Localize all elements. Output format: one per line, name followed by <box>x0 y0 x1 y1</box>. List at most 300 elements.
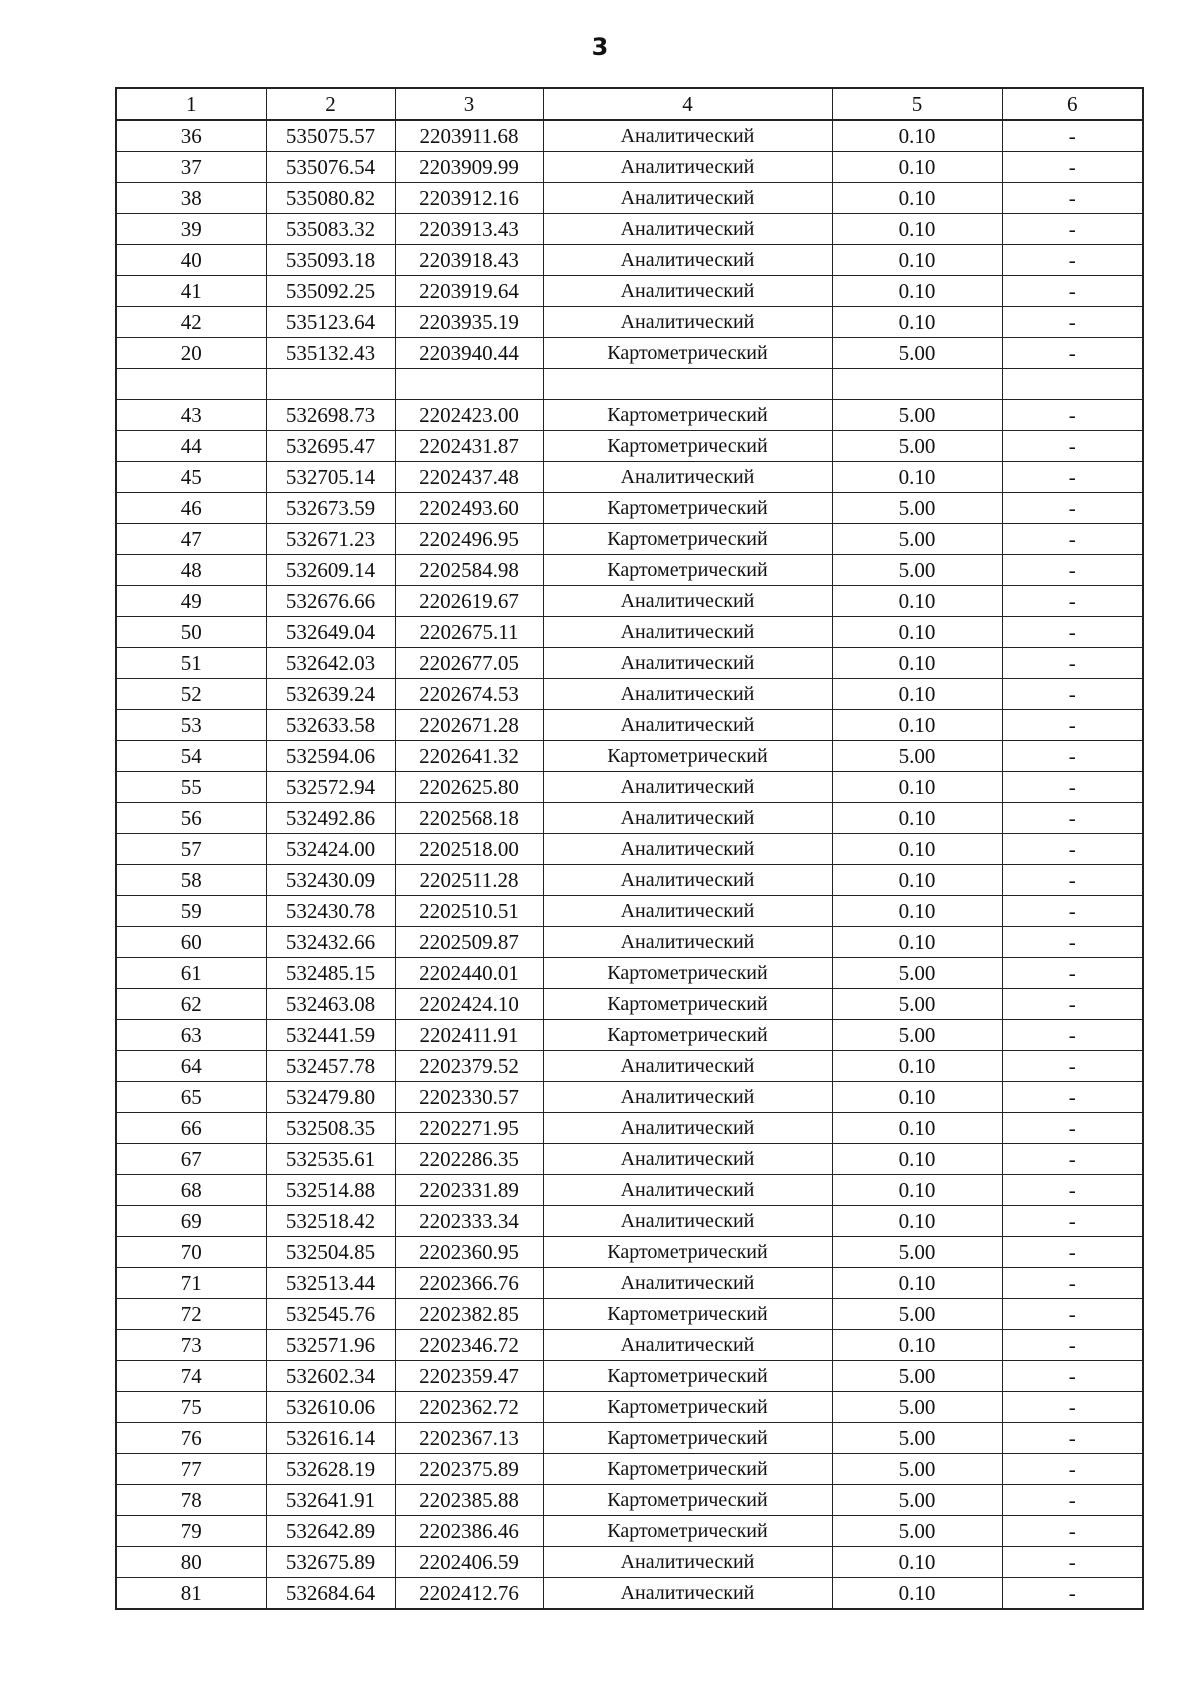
x-coordinate-cell: 532616.14 <box>266 1423 395 1454</box>
y-coordinate-cell: 2202366.76 <box>395 1268 543 1299</box>
y-coordinate-cell: 2202385.88 <box>395 1485 543 1516</box>
table-row <box>116 1361 1143 1392</box>
table-row <box>116 803 1143 834</box>
table-row <box>116 400 1143 431</box>
note-cell: - <box>1002 120 1143 152</box>
y-coordinate-cell: 2202641.32 <box>395 741 543 772</box>
y-coordinate-cell <box>395 369 543 400</box>
table-row <box>116 276 1143 307</box>
method-cell: Аналитический <box>543 276 832 307</box>
method-cell: Аналитический <box>543 896 832 927</box>
note-cell: - <box>1002 1454 1143 1485</box>
x-coordinate-cell: 532695.47 <box>266 431 395 462</box>
x-coordinate-cell: 532463.08 <box>266 989 395 1020</box>
y-coordinate-cell: 2202346.72 <box>395 1330 543 1361</box>
note-cell: - <box>1002 307 1143 338</box>
note-cell: - <box>1002 493 1143 524</box>
y-coordinate-cell: 2202412.76 <box>395 1578 543 1610</box>
note-cell: - <box>1002 1516 1143 1547</box>
note-cell: - <box>1002 1113 1143 1144</box>
note-cell: - <box>1002 400 1143 431</box>
point-number-cell: 41 <box>116 276 266 307</box>
x-coordinate-cell: 532457.78 <box>266 1051 395 1082</box>
method-cell: Картометрический <box>543 1020 832 1051</box>
note-cell: - <box>1002 958 1143 989</box>
note-cell: - <box>1002 679 1143 710</box>
method-cell: Картометрический <box>543 431 832 462</box>
note-cell: - <box>1002 741 1143 772</box>
point-number-cell: 59 <box>116 896 266 927</box>
table-row <box>116 741 1143 772</box>
accuracy-cell: 0.10 <box>832 1206 1002 1237</box>
header-cell-6: 6 <box>1002 88 1143 120</box>
x-coordinate-cell: 535123.64 <box>266 307 395 338</box>
y-coordinate-cell: 2202333.34 <box>395 1206 543 1237</box>
accuracy-cell: 5.00 <box>832 1423 1002 1454</box>
header-cell-5: 5 <box>832 88 1002 120</box>
x-coordinate-cell: 532479.80 <box>266 1082 395 1113</box>
method-cell: Картометрический <box>543 1485 832 1516</box>
point-number-cell: 63 <box>116 1020 266 1051</box>
note-cell: - <box>1002 1175 1143 1206</box>
point-number-cell: 76 <box>116 1423 266 1454</box>
table-row <box>116 648 1143 679</box>
x-coordinate-cell: 532684.64 <box>266 1578 395 1610</box>
table-row <box>116 586 1143 617</box>
method-cell: Аналитический <box>543 1268 832 1299</box>
y-coordinate-cell: 2202431.87 <box>395 431 543 462</box>
accuracy-cell: 5.00 <box>832 1516 1002 1547</box>
x-coordinate-cell: 532602.34 <box>266 1361 395 1392</box>
method-cell: Аналитический <box>543 1082 832 1113</box>
note-cell: - <box>1002 152 1143 183</box>
note-cell: - <box>1002 1485 1143 1516</box>
point-number-cell: 67 <box>116 1144 266 1175</box>
y-coordinate-cell: 2202518.00 <box>395 834 543 865</box>
table-row <box>116 834 1143 865</box>
note-cell: - <box>1002 1144 1143 1175</box>
point-number-cell: 78 <box>116 1485 266 1516</box>
y-coordinate-cell: 2202271.95 <box>395 1113 543 1144</box>
point-number-cell: 60 <box>116 927 266 958</box>
point-number-cell: 69 <box>116 1206 266 1237</box>
method-cell: Аналитический <box>543 648 832 679</box>
method-cell: Картометрический <box>543 524 832 555</box>
accuracy-cell: 0.10 <box>832 803 1002 834</box>
method-cell: Картометрический <box>543 493 832 524</box>
point-number-cell: 70 <box>116 1237 266 1268</box>
x-coordinate-cell: 535093.18 <box>266 245 395 276</box>
accuracy-cell: 0.10 <box>832 245 1002 276</box>
accuracy-cell: 5.00 <box>832 1237 1002 1268</box>
y-coordinate-cell: 2203940.44 <box>395 338 543 369</box>
note-cell: - <box>1002 1020 1143 1051</box>
y-coordinate-cell: 2203918.43 <box>395 245 543 276</box>
accuracy-cell: 0.10 <box>832 276 1002 307</box>
x-coordinate-cell: 532572.94 <box>266 772 395 803</box>
table-row <box>116 183 1143 214</box>
accuracy-cell: 5.00 <box>832 1485 1002 1516</box>
table-row <box>116 1020 1143 1051</box>
accuracy-cell: 5.00 <box>832 989 1002 1020</box>
point-number-cell: 79 <box>116 1516 266 1547</box>
table-row <box>116 245 1143 276</box>
note-cell: - <box>1002 803 1143 834</box>
method-cell: Аналитический <box>543 679 832 710</box>
accuracy-cell: 0.10 <box>832 1578 1002 1610</box>
x-coordinate-cell: 532698.73 <box>266 400 395 431</box>
method-cell: Картометрический <box>543 1516 832 1547</box>
x-coordinate-cell: 532610.06 <box>266 1392 395 1423</box>
point-number-cell: 66 <box>116 1113 266 1144</box>
point-number-cell: 51 <box>116 648 266 679</box>
point-number-cell: 42 <box>116 307 266 338</box>
y-coordinate-cell: 2202437.48 <box>395 462 543 493</box>
accuracy-cell: 5.00 <box>832 1020 1002 1051</box>
y-coordinate-cell: 2202568.18 <box>395 803 543 834</box>
y-coordinate-cell: 2203912.16 <box>395 183 543 214</box>
table-row <box>116 1206 1143 1237</box>
method-cell: Аналитический <box>543 152 832 183</box>
note-cell <box>1002 369 1143 400</box>
note-cell: - <box>1002 245 1143 276</box>
note-cell: - <box>1002 431 1143 462</box>
point-number-cell: 61 <box>116 958 266 989</box>
y-coordinate-cell: 2202362.72 <box>395 1392 543 1423</box>
y-coordinate-cell: 2202424.10 <box>395 989 543 1020</box>
note-cell: - <box>1002 617 1143 648</box>
table-header-row <box>116 88 1143 120</box>
accuracy-cell: 0.10 <box>832 120 1002 152</box>
accuracy-cell: 0.10 <box>832 1082 1002 1113</box>
method-cell: Аналитический <box>543 245 832 276</box>
method-cell: Аналитический <box>543 1113 832 1144</box>
note-cell: - <box>1002 1361 1143 1392</box>
y-coordinate-cell: 2202674.53 <box>395 679 543 710</box>
table-row <box>116 1454 1143 1485</box>
note-cell: - <box>1002 338 1143 369</box>
method-cell: Аналитический <box>543 865 832 896</box>
table-row <box>116 214 1143 245</box>
accuracy-cell: 5.00 <box>832 1299 1002 1330</box>
accuracy-cell: 5.00 <box>832 555 1002 586</box>
note-cell: - <box>1002 989 1143 1020</box>
accuracy-cell: 5.00 <box>832 1454 1002 1485</box>
method-cell: Картометрический <box>543 1454 832 1485</box>
table-row <box>116 679 1143 710</box>
method-cell: Картометрический <box>543 555 832 586</box>
note-cell: - <box>1002 524 1143 555</box>
x-coordinate-cell: 532430.09 <box>266 865 395 896</box>
x-coordinate-cell: 532676.66 <box>266 586 395 617</box>
note-cell: - <box>1002 1578 1143 1610</box>
accuracy-cell: 0.10 <box>832 586 1002 617</box>
x-coordinate-cell <box>266 369 395 400</box>
method-cell: Аналитический <box>543 214 832 245</box>
method-cell: Картометрический <box>543 400 832 431</box>
y-coordinate-cell: 2202493.60 <box>395 493 543 524</box>
table-row <box>116 1175 1143 1206</box>
method-cell: Аналитический <box>543 586 832 617</box>
accuracy-cell: 5.00 <box>832 431 1002 462</box>
method-cell: Аналитический <box>543 1144 832 1175</box>
coordinates-table <box>115 87 1144 1610</box>
point-number-cell: 45 <box>116 462 266 493</box>
table-row <box>116 896 1143 927</box>
point-number-cell: 46 <box>116 493 266 524</box>
y-coordinate-cell: 2202406.59 <box>395 1547 543 1578</box>
y-coordinate-cell: 2202330.57 <box>395 1082 543 1113</box>
table-row <box>116 369 1143 400</box>
method-cell: Картометрический <box>543 989 832 1020</box>
x-coordinate-cell: 532673.59 <box>266 493 395 524</box>
method-cell: Аналитический <box>543 1175 832 1206</box>
y-coordinate-cell: 2202509.87 <box>395 927 543 958</box>
method-cell: Картометрический <box>543 1423 832 1454</box>
table-row <box>116 524 1143 555</box>
header-cell-3: 3 <box>395 88 543 120</box>
accuracy-cell: 0.10 <box>832 307 1002 338</box>
note-cell: - <box>1002 834 1143 865</box>
y-coordinate-cell: 2202496.95 <box>395 524 543 555</box>
note-cell: - <box>1002 896 1143 927</box>
point-number-cell: 55 <box>116 772 266 803</box>
accuracy-cell: 0.10 <box>832 183 1002 214</box>
y-coordinate-cell: 2202619.67 <box>395 586 543 617</box>
note-cell: - <box>1002 1082 1143 1113</box>
accuracy-cell: 0.10 <box>832 772 1002 803</box>
point-number-cell: 53 <box>116 710 266 741</box>
note-cell: - <box>1002 865 1143 896</box>
point-number-cell: 77 <box>116 1454 266 1485</box>
method-cell: Картометрический <box>543 1237 832 1268</box>
header-cell-1: 1 <box>116 88 266 120</box>
table-row <box>116 555 1143 586</box>
x-coordinate-cell: 532609.14 <box>266 555 395 586</box>
point-number-cell: 38 <box>116 183 266 214</box>
note-cell: - <box>1002 927 1143 958</box>
accuracy-cell: 5.00 <box>832 493 1002 524</box>
y-coordinate-cell: 2203935.19 <box>395 307 543 338</box>
table-row <box>116 1268 1143 1299</box>
method-cell: Картометрический <box>543 338 832 369</box>
note-cell: - <box>1002 1206 1143 1237</box>
point-number-cell: 80 <box>116 1547 266 1578</box>
table-row <box>116 338 1143 369</box>
accuracy-cell: 5.00 <box>832 400 1002 431</box>
method-cell: Аналитический <box>543 1547 832 1578</box>
y-coordinate-cell: 2202359.47 <box>395 1361 543 1392</box>
point-number-cell: 56 <box>116 803 266 834</box>
method-cell: Картометрический <box>543 1392 832 1423</box>
x-coordinate-cell: 532649.04 <box>266 617 395 648</box>
point-number-cell: 49 <box>116 586 266 617</box>
method-cell: Аналитический <box>543 1206 832 1237</box>
table-row <box>116 431 1143 462</box>
accuracy-cell: 0.10 <box>832 834 1002 865</box>
accuracy-cell: 5.00 <box>832 524 1002 555</box>
note-cell: - <box>1002 1237 1143 1268</box>
point-number-cell: 81 <box>116 1578 266 1610</box>
note-cell: - <box>1002 183 1143 214</box>
accuracy-cell <box>832 369 1002 400</box>
note-cell: - <box>1002 710 1143 741</box>
table-row <box>116 1051 1143 1082</box>
point-number-cell: 62 <box>116 989 266 1020</box>
point-number-cell: 47 <box>116 524 266 555</box>
point-number-cell: 65 <box>116 1082 266 1113</box>
x-coordinate-cell: 532508.35 <box>266 1113 395 1144</box>
y-coordinate-cell: 2202423.00 <box>395 400 543 431</box>
note-cell: - <box>1002 1051 1143 1082</box>
y-coordinate-cell: 2202382.85 <box>395 1299 543 1330</box>
table-row <box>116 1144 1143 1175</box>
x-coordinate-cell: 535075.57 <box>266 120 395 152</box>
point-number-cell: 54 <box>116 741 266 772</box>
table-row <box>116 307 1143 338</box>
x-coordinate-cell: 532441.59 <box>266 1020 395 1051</box>
note-cell: - <box>1002 1547 1143 1578</box>
y-coordinate-cell: 2202440.01 <box>395 958 543 989</box>
note-cell: - <box>1002 1392 1143 1423</box>
y-coordinate-cell: 2202375.89 <box>395 1454 543 1485</box>
y-coordinate-cell: 2202360.95 <box>395 1237 543 1268</box>
method-cell: Аналитический <box>543 617 832 648</box>
y-coordinate-cell: 2203911.68 <box>395 120 543 152</box>
method-cell: Аналитический <box>543 1051 832 1082</box>
y-coordinate-cell: 2202411.91 <box>395 1020 543 1051</box>
x-coordinate-cell: 532504.85 <box>266 1237 395 1268</box>
x-coordinate-cell: 535092.25 <box>266 276 395 307</box>
table-row <box>116 152 1143 183</box>
note-cell: - <box>1002 772 1143 803</box>
point-number-cell: 57 <box>116 834 266 865</box>
method-cell: Картометрический <box>543 741 832 772</box>
point-number-cell: 50 <box>116 617 266 648</box>
header-cell-4: 4 <box>543 88 832 120</box>
accuracy-cell: 5.00 <box>832 1392 1002 1423</box>
accuracy-cell: 0.10 <box>832 214 1002 245</box>
table-row <box>116 493 1143 524</box>
note-cell: - <box>1002 214 1143 245</box>
y-coordinate-cell: 2202367.13 <box>395 1423 543 1454</box>
method-cell: Аналитический <box>543 462 832 493</box>
table-row <box>116 1113 1143 1144</box>
table-row <box>116 772 1143 803</box>
x-coordinate-cell: 532639.24 <box>266 679 395 710</box>
table-row <box>116 1485 1143 1516</box>
table-row <box>116 1237 1143 1268</box>
accuracy-cell: 0.10 <box>832 1268 1002 1299</box>
method-cell: Аналитический <box>543 120 832 152</box>
x-coordinate-cell: 532432.66 <box>266 927 395 958</box>
note-cell: - <box>1002 1423 1143 1454</box>
accuracy-cell: 0.10 <box>832 1113 1002 1144</box>
x-coordinate-cell: 532671.23 <box>266 524 395 555</box>
x-coordinate-cell: 532633.58 <box>266 710 395 741</box>
point-number-cell: 74 <box>116 1361 266 1392</box>
accuracy-cell: 0.10 <box>832 648 1002 679</box>
page-number: 3 <box>591 33 609 61</box>
method-cell: Картометрический <box>543 958 832 989</box>
note-cell: - <box>1002 586 1143 617</box>
point-number-cell: 48 <box>116 555 266 586</box>
point-number-cell: 73 <box>116 1330 266 1361</box>
x-coordinate-cell: 532424.00 <box>266 834 395 865</box>
x-coordinate-cell: 532535.61 <box>266 1144 395 1175</box>
point-number-cell: 20 <box>116 338 266 369</box>
method-cell: Картометрический <box>543 1361 832 1392</box>
point-number-cell: 71 <box>116 1268 266 1299</box>
y-coordinate-cell: 2202386.46 <box>395 1516 543 1547</box>
accuracy-cell: 0.10 <box>832 679 1002 710</box>
point-number-cell <box>116 369 266 400</box>
point-number-cell: 58 <box>116 865 266 896</box>
header-cell-2: 2 <box>266 88 395 120</box>
y-coordinate-cell: 2203913.43 <box>395 214 543 245</box>
y-coordinate-cell: 2202675.11 <box>395 617 543 648</box>
point-number-cell: 75 <box>116 1392 266 1423</box>
x-coordinate-cell: 532518.42 <box>266 1206 395 1237</box>
x-coordinate-cell: 535132.43 <box>266 338 395 369</box>
accuracy-cell: 5.00 <box>832 958 1002 989</box>
method-cell: Аналитический <box>543 307 832 338</box>
table-row <box>116 1299 1143 1330</box>
accuracy-cell: 0.10 <box>832 1547 1002 1578</box>
method-cell: Аналитический <box>543 834 832 865</box>
y-coordinate-cell: 2202671.28 <box>395 710 543 741</box>
note-cell: - <box>1002 1268 1143 1299</box>
method-cell: Аналитический <box>543 803 832 834</box>
x-coordinate-cell: 535080.82 <box>266 183 395 214</box>
y-coordinate-cell: 2202511.28 <box>395 865 543 896</box>
table-row <box>116 1423 1143 1454</box>
accuracy-cell: 5.00 <box>832 741 1002 772</box>
note-cell: - <box>1002 648 1143 679</box>
point-number-cell: 40 <box>116 245 266 276</box>
accuracy-cell: 5.00 <box>832 338 1002 369</box>
accuracy-cell: 0.10 <box>832 710 1002 741</box>
x-coordinate-cell: 532513.44 <box>266 1268 395 1299</box>
accuracy-cell: 0.10 <box>832 1051 1002 1082</box>
y-coordinate-cell: 2203909.99 <box>395 152 543 183</box>
point-number-cell: 39 <box>116 214 266 245</box>
table-row <box>116 617 1143 648</box>
note-cell: - <box>1002 276 1143 307</box>
accuracy-cell: 5.00 <box>832 1361 1002 1392</box>
point-number-cell: 64 <box>116 1051 266 1082</box>
y-coordinate-cell: 2202677.05 <box>395 648 543 679</box>
x-coordinate-cell: 532628.19 <box>266 1454 395 1485</box>
accuracy-cell: 0.10 <box>832 1330 1002 1361</box>
y-coordinate-cell: 2202331.89 <box>395 1175 543 1206</box>
table-row <box>116 1330 1143 1361</box>
accuracy-cell: 0.10 <box>832 1144 1002 1175</box>
table-row <box>116 927 1143 958</box>
table-row <box>116 1516 1143 1547</box>
accuracy-cell: 0.10 <box>832 865 1002 896</box>
y-coordinate-cell: 2202510.51 <box>395 896 543 927</box>
x-coordinate-cell: 535083.32 <box>266 214 395 245</box>
note-cell: - <box>1002 555 1143 586</box>
table-row <box>116 865 1143 896</box>
table-row <box>116 462 1143 493</box>
method-cell: Аналитический <box>543 1578 832 1610</box>
note-cell: - <box>1002 1299 1143 1330</box>
method-cell: Аналитический <box>543 183 832 214</box>
accuracy-cell: 0.10 <box>832 462 1002 493</box>
point-number-cell: 37 <box>116 152 266 183</box>
